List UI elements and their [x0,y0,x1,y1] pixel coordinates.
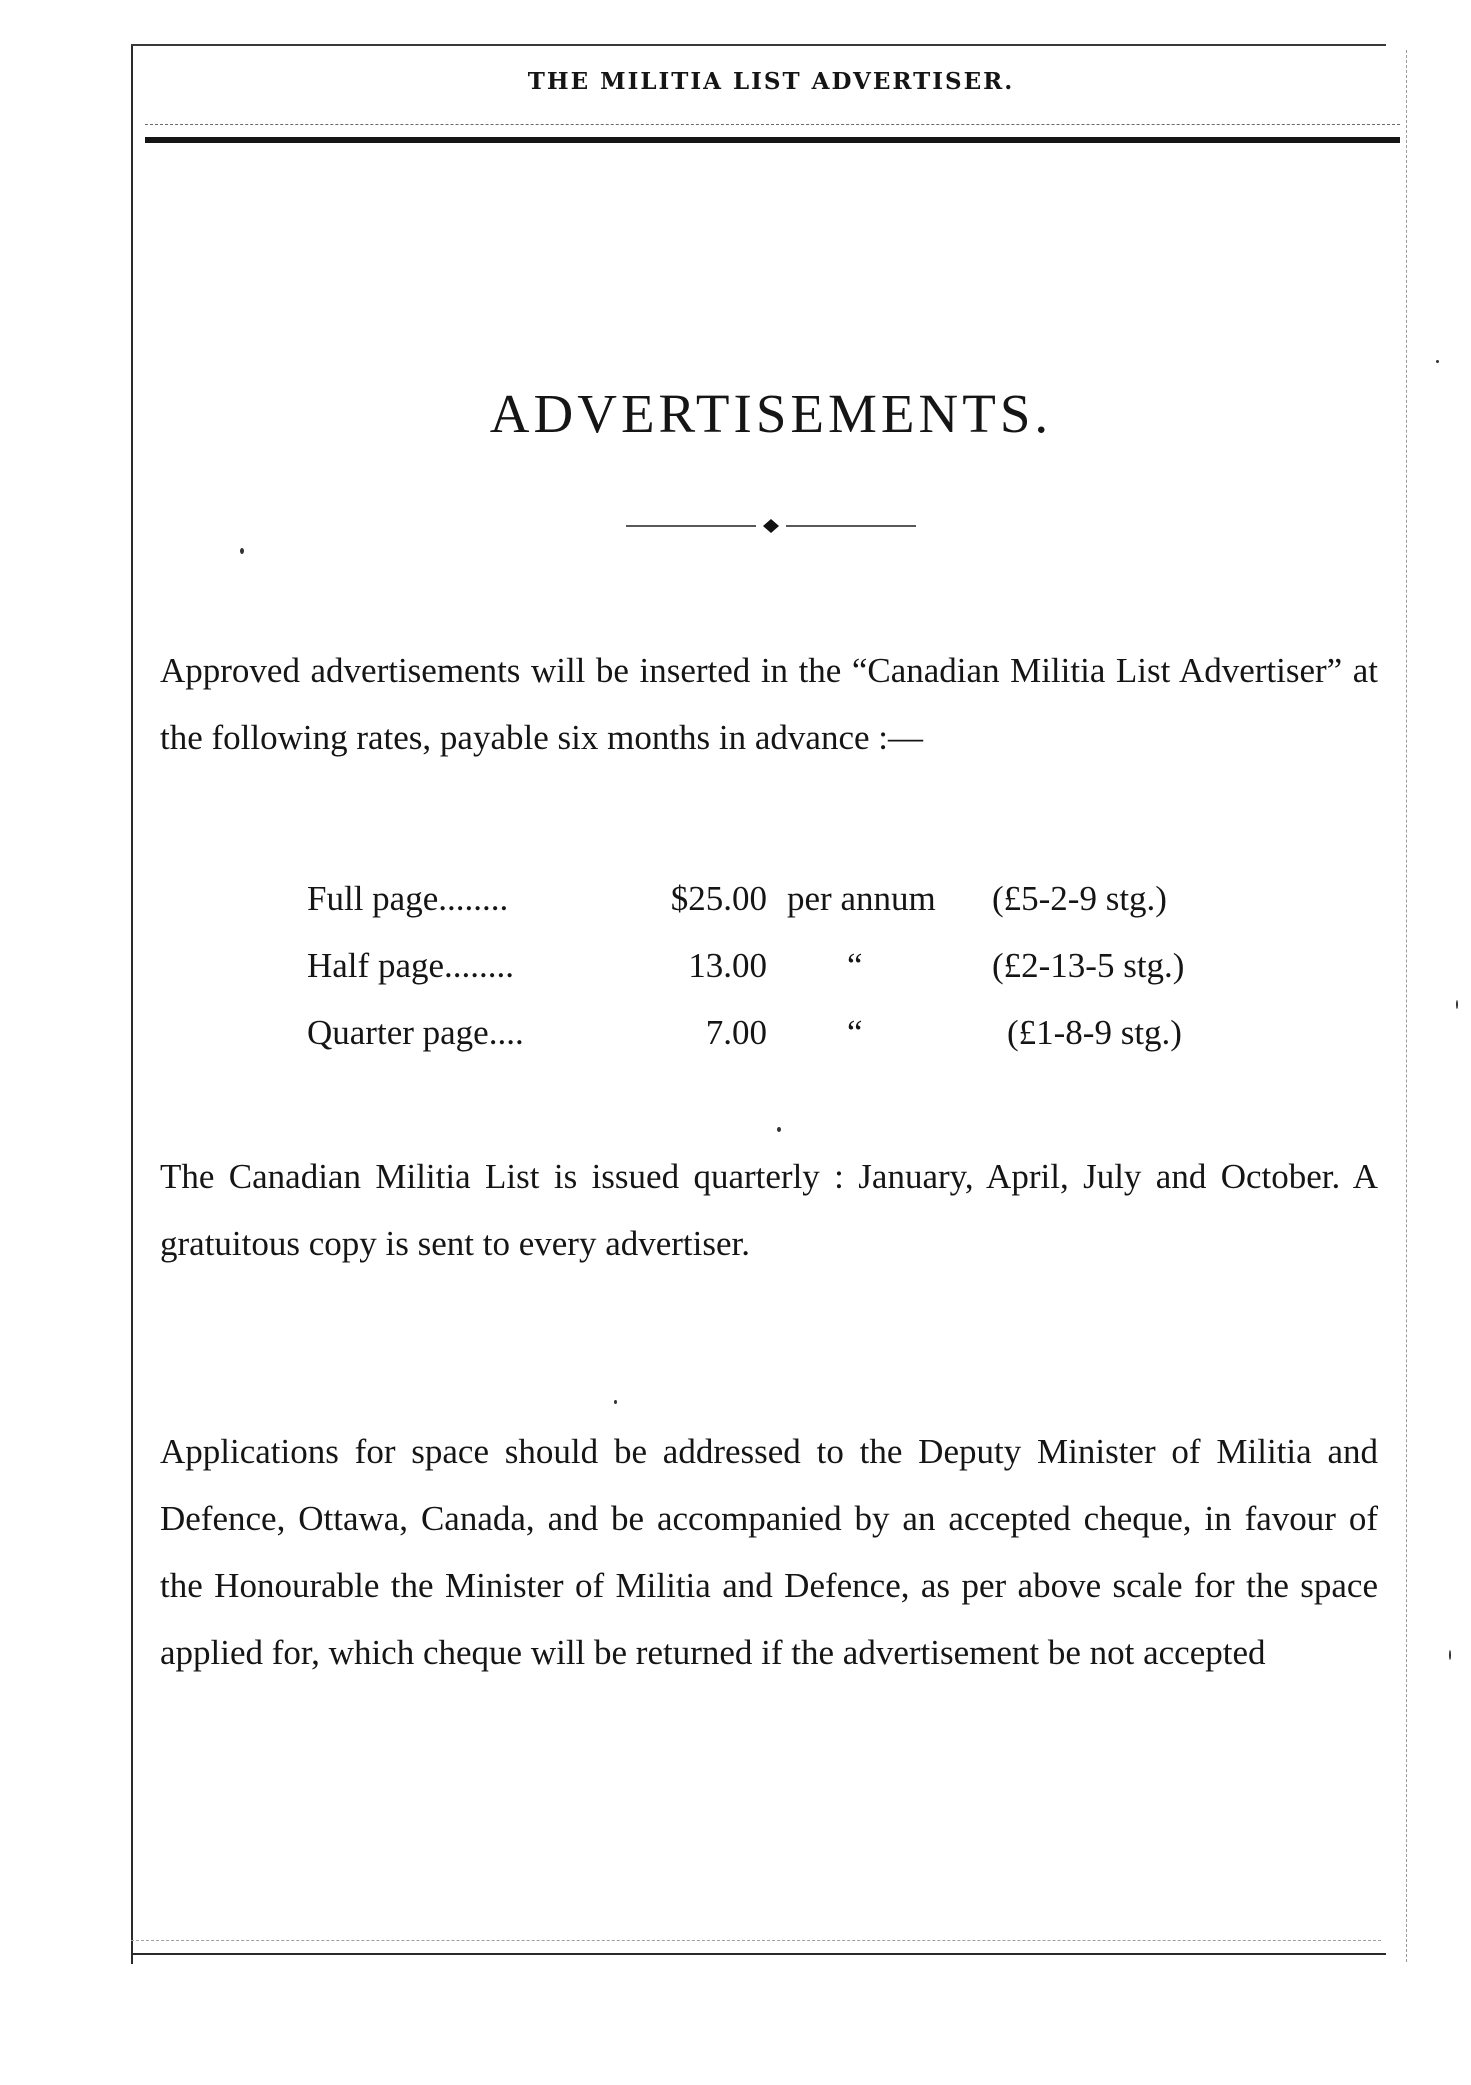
footer-thin-rule [131,1940,1381,1941]
top-rule [131,44,1386,46]
intro-paragraph: Approved advertisements will be inserted in the “Canadian Militia List Advertiser” at the following rates, payable six months in advance :— [160,651,1378,757]
scan-speck [1456,1000,1458,1009]
rate-label: Half page........ [307,946,515,985]
ornament-divider [626,516,916,536]
scan-speck [614,1400,617,1404]
rate-period: “ [847,946,863,985]
rate-label: Quarter page.... [307,1013,524,1052]
rate-price: 7.00 [705,1013,767,1052]
rate-price: 13.00 [688,946,767,985]
scan-speck [1436,360,1439,363]
rate-period: per annum [787,879,936,918]
issue-paragraph: The Canadian Militia List is issued quarterly : January, April, July and October. A gratuitous copy is sent to every advertiser. [160,1157,1378,1263]
rate-price: $25.00 [670,879,767,918]
header-thin-rule [145,124,1400,125]
rate-sterling: (£2-13-5 stg.) [992,946,1185,985]
footer-rule [131,1953,1386,1955]
scan-speck [240,548,244,554]
rate-sterling: (£1-8-9 stg.) [1007,1013,1182,1052]
page-title: ADVERTISEMENTS. [489,382,1053,444]
rate-label: Full page........ [307,879,509,918]
running-head: THE MILITIA LIST ADVERTISER. [527,68,1015,95]
application-paragraph: Applications for space should be addressed to the Deputy Minister of Militia and Defence, Ottawa, Canada, and be accompanied by an accepted cheque, in favour of the Honourable the Minister of Militia and Defence, as per above scale for the space applied for, which cheque will be returned if the advertisement be not accepted [160,1432,1378,1672]
page-frame-right [1406,50,1407,1962]
rate-period: “ [847,1013,863,1052]
header-thick-rule [145,137,1400,143]
scan-speck [777,1127,781,1132]
scan-speck [1449,1650,1451,1660]
rate-sterling: (£5-2-9 stg.) [992,879,1167,918]
